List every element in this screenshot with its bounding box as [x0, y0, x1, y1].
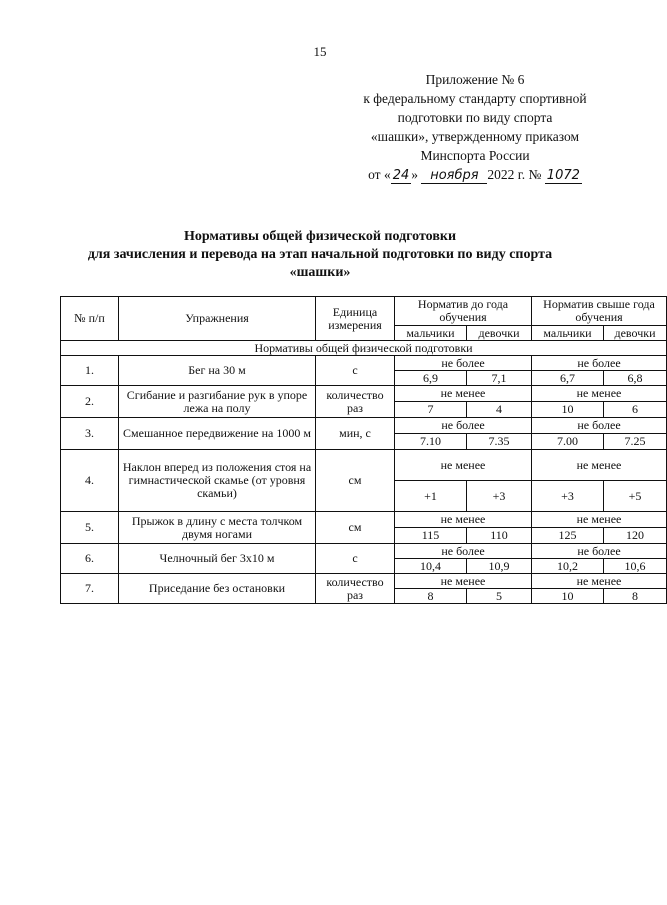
condition-first-year: не менее: [395, 512, 532, 528]
row-number: 2.: [61, 386, 119, 418]
handwritten-month: ноября: [421, 169, 487, 184]
header-girls: девочки: [467, 326, 532, 341]
table-row: [61, 450, 667, 481]
value-boys-first-year: 115: [395, 528, 467, 544]
exercise-name: Смешанное передвижение на 1000 м: [119, 418, 316, 450]
exercise-name: Приседание без остановки: [119, 574, 316, 604]
value-boys-over-year: 125: [532, 528, 604, 544]
appendix-line: «шашки», утвержденному приказом: [370, 129, 580, 144]
section-label: Нормативы общей физической подготовки: [61, 341, 667, 356]
exercise-name: Челночный бег 3x10 м: [119, 544, 316, 574]
header-group-first-year: Норматив до года обучения: [395, 297, 532, 326]
value-girls-over-year: 120: [604, 528, 667, 544]
value-girls-over-year: 8: [604, 589, 667, 604]
appendix-line: Минспорта России: [420, 148, 530, 163]
condition-over-year: не более: [532, 418, 667, 434]
unit-cell: количество раз: [316, 386, 395, 418]
exercise-name: Бег на 30 м: [119, 356, 316, 386]
unit-cell: см: [316, 512, 395, 544]
row-number: 3.: [61, 418, 119, 450]
condition-over-year: не менее: [532, 386, 667, 402]
condition-over-year: не более: [532, 356, 667, 371]
condition-first-year: не менее: [395, 574, 532, 589]
value-boys-first-year: +1: [395, 481, 467, 512]
row-number: 6.: [61, 544, 119, 574]
value-boys-first-year: 10,4: [395, 559, 467, 574]
value-boys-over-year: +3: [532, 481, 604, 512]
table-body: [61, 356, 667, 604]
header-boys: мальчики: [395, 326, 467, 341]
unit-cell: с: [316, 356, 395, 386]
value-girls-first-year: 10,9: [467, 559, 532, 574]
header-exercise: Упражнения: [119, 297, 316, 341]
row-number: 5.: [61, 512, 119, 544]
unit-cell: мин, с: [316, 418, 395, 450]
condition-first-year: не более: [395, 418, 532, 434]
value-girls-first-year: +3: [467, 481, 532, 512]
norms-table: [60, 296, 667, 604]
title-line: для зачисления и перевода на этап начальной подготовки по виду спорта: [87, 247, 553, 262]
value-boys-first-year: 6,9: [395, 371, 467, 386]
condition-first-year: не более: [395, 544, 532, 559]
value-boys-first-year: 8: [395, 589, 467, 604]
section-row: [61, 341, 667, 356]
appendix-line: к федеральному стандарту спортивной: [363, 91, 587, 106]
table-row: [61, 386, 667, 402]
exercise-name: Сгибание и разгибание рук в упоре лежа на полу: [119, 386, 316, 418]
value-girls-first-year: 110: [467, 528, 532, 544]
header-group-over-year: Норматив свыше года обучения: [532, 297, 667, 326]
value-girls-over-year: +5: [604, 481, 667, 512]
handwritten-order-number: 1072: [546, 168, 580, 183]
value-girls-over-year: 7.25: [604, 434, 667, 450]
value-girls-first-year: 5: [467, 589, 532, 604]
handwritten-day: 24: [392, 168, 410, 183]
table-row: [61, 544, 667, 559]
condition-first-year: не более: [395, 356, 532, 371]
row-number: 7.: [61, 574, 119, 604]
table-row: [61, 356, 667, 371]
condition-over-year: не менее: [532, 450, 667, 481]
header-num: № п/п: [61, 297, 119, 341]
appendix-block: [330, 70, 620, 184]
unit-cell: см: [316, 450, 395, 512]
appendix-line: Приложение № 6: [425, 72, 525, 87]
value-boys-over-year: 7.00: [532, 434, 604, 450]
condition-over-year: не менее: [532, 512, 667, 528]
value-boys-first-year: 7.10: [395, 434, 467, 450]
row-number: 1.: [61, 356, 119, 386]
unit-cell: количество раз: [316, 574, 395, 604]
document-title: [40, 228, 600, 282]
title-line: Нормативы общей физической подготовки: [183, 229, 457, 244]
unit-cell: с: [316, 544, 395, 574]
order-date-line: от « 24 » ноября 2022 г. № 1072: [368, 167, 580, 183]
condition-first-year: не менее: [395, 386, 532, 402]
row-number: 4.: [61, 450, 119, 512]
condition-over-year: не более: [532, 544, 667, 559]
exercise-name: Наклон вперед из положения стоя на гимнастической скамье (от уровня скамьи): [119, 450, 316, 512]
table-row: [61, 418, 667, 434]
title-line: «шашки»: [289, 265, 351, 280]
header-girls: девочки: [604, 326, 667, 341]
value-boys-first-year: 7: [395, 402, 467, 418]
value-girls-first-year: 7.35: [467, 434, 532, 450]
condition-first-year: не менее: [395, 450, 532, 481]
value-girls-first-year: 4: [467, 402, 532, 418]
condition-over-year: не менее: [532, 574, 667, 589]
table-row: [61, 512, 667, 528]
exercise-name: Прыжок в длину с места толчком двумя ногами: [119, 512, 316, 544]
value-girls-first-year: 7,1: [467, 371, 532, 386]
header-boys: мальчики: [532, 326, 604, 341]
page-number: 15: [313, 44, 327, 59]
table-row: [61, 574, 667, 589]
header-unit: Единица измерения: [316, 297, 395, 341]
appendix-line: подготовки по виду спорта: [397, 110, 553, 125]
value-girls-over-year: 6,8: [604, 371, 667, 386]
value-boys-over-year: 6,7: [532, 371, 604, 386]
value-girls-over-year: 10,6: [604, 559, 667, 574]
value-boys-over-year: 10: [532, 402, 604, 418]
value-boys-over-year: 10: [532, 589, 604, 604]
header-row: [61, 297, 667, 326]
value-girls-over-year: 6: [604, 402, 667, 418]
value-boys-over-year: 10,2: [532, 559, 604, 574]
